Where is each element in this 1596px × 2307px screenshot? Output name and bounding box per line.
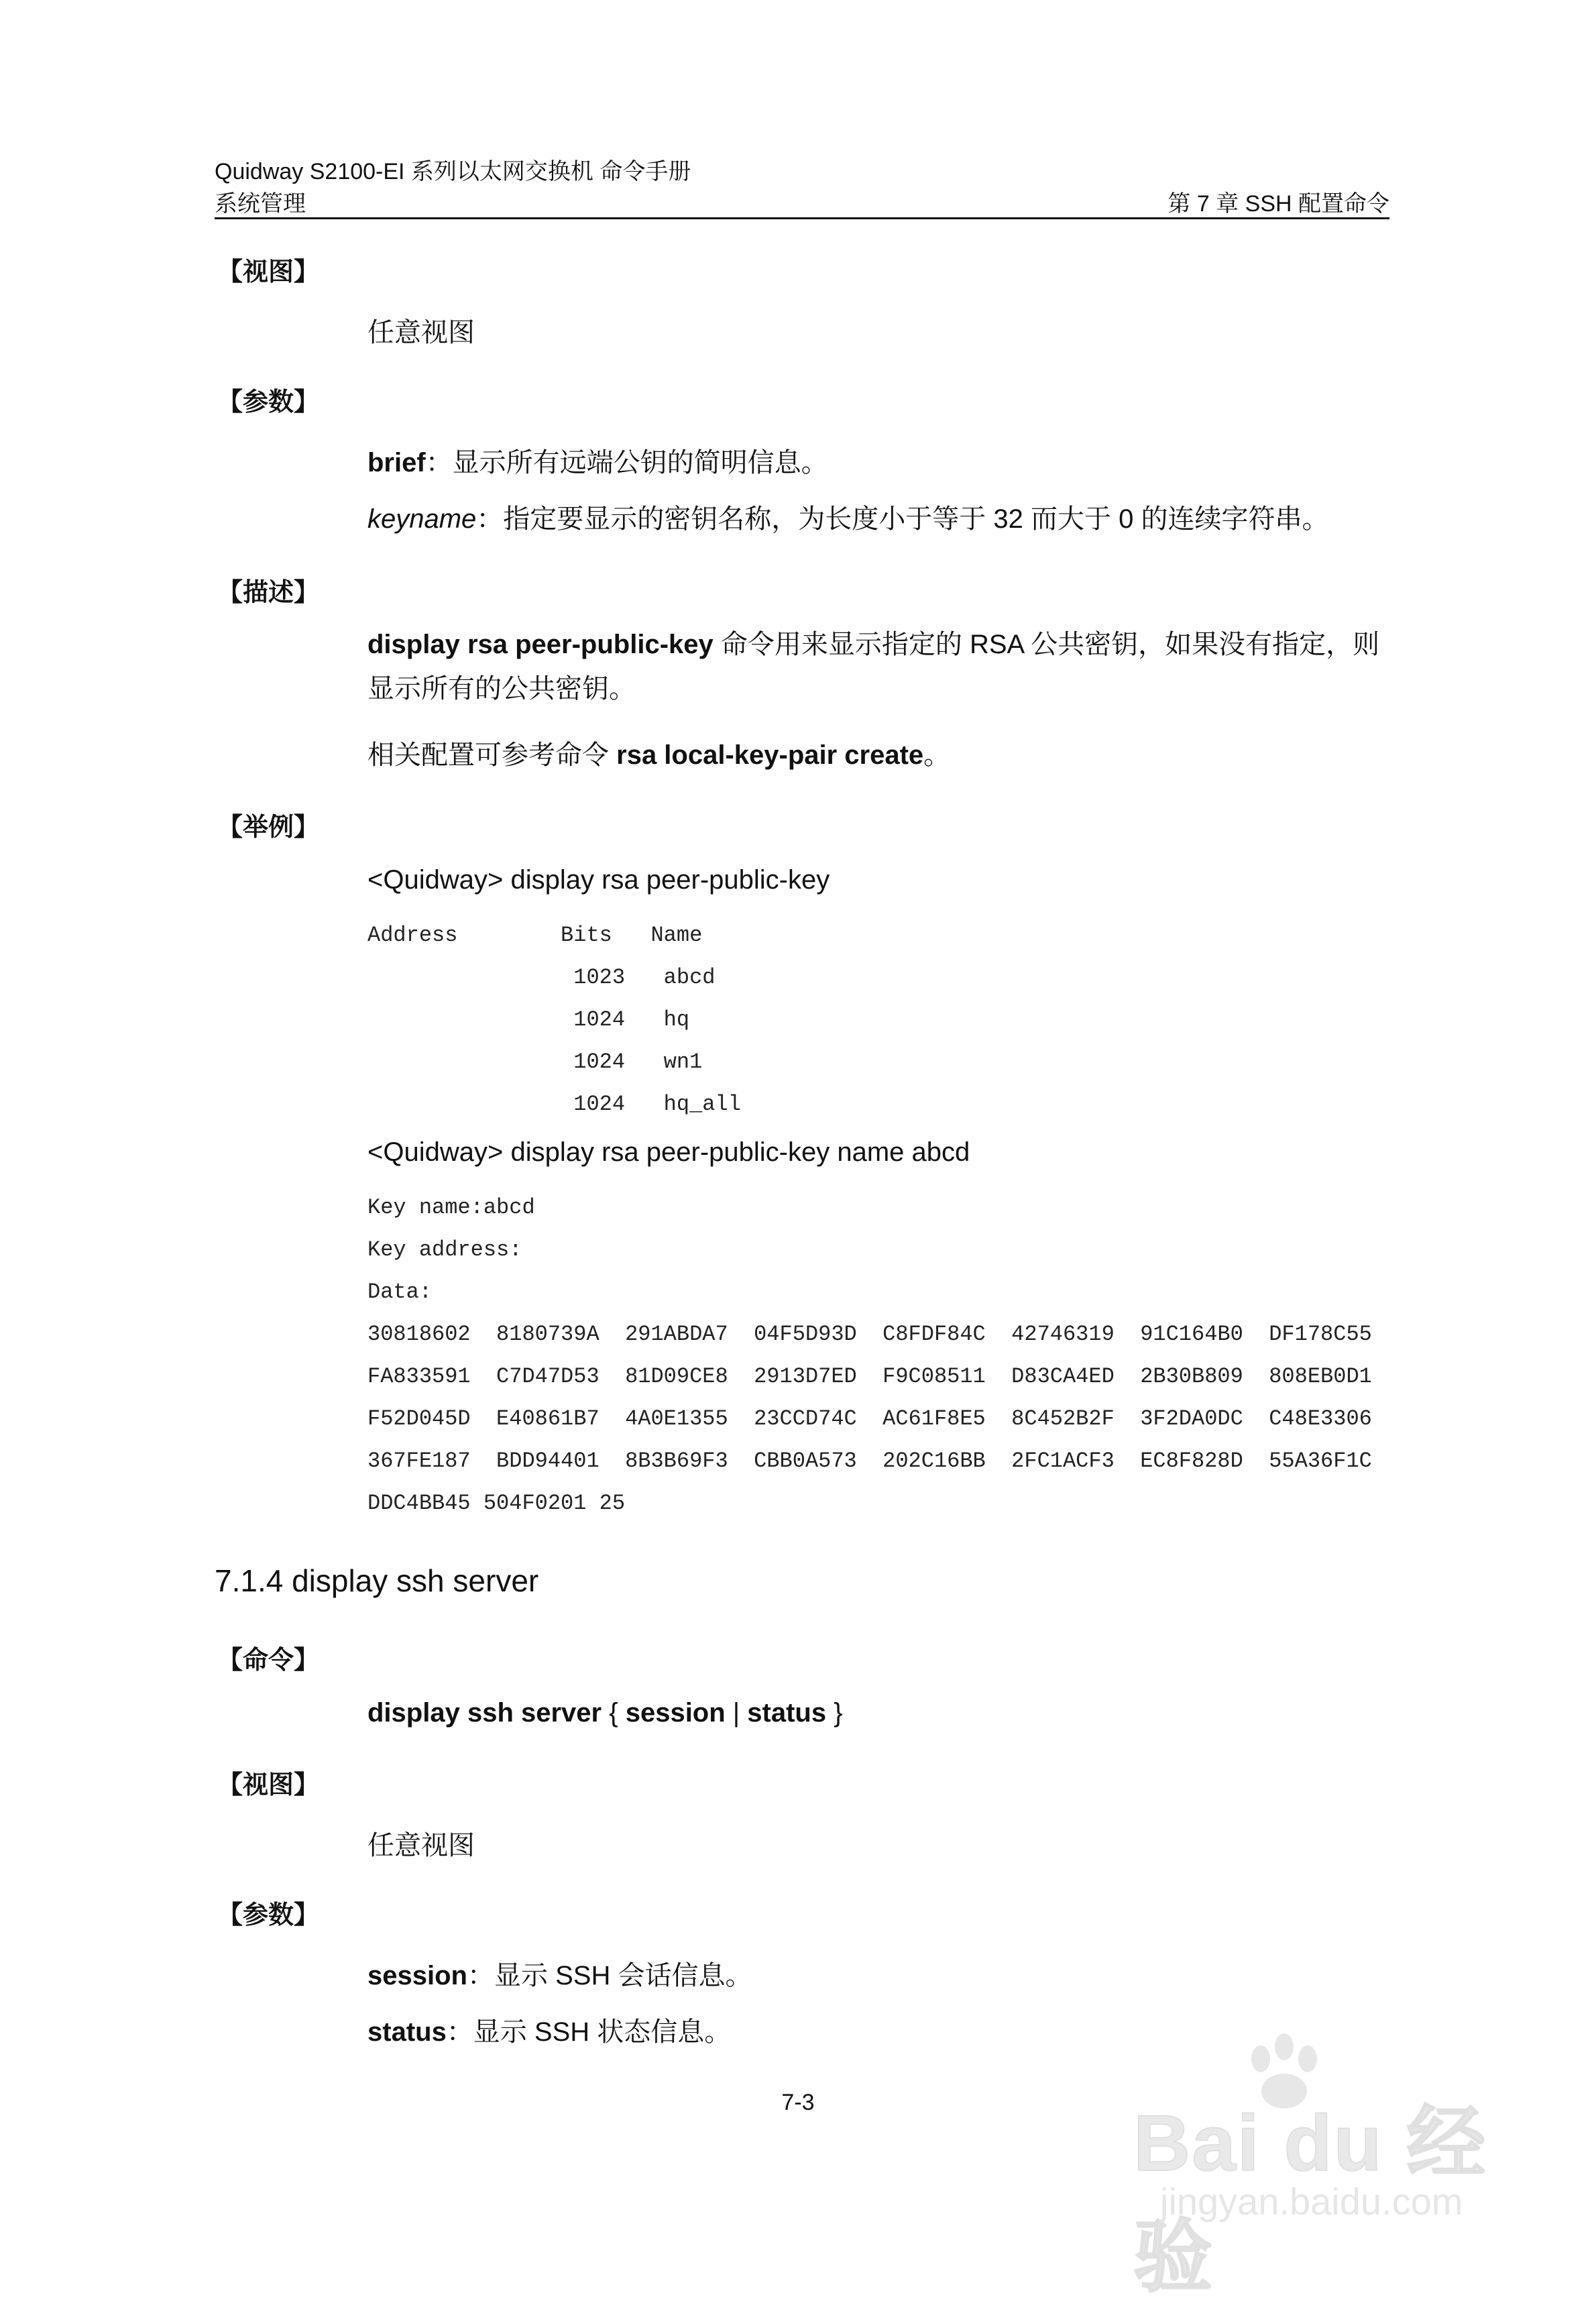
related-config: 相关配置可参考命令 rsa local-key-pair create。 [367,740,951,770]
view-label: 【视图】 [217,1771,320,1799]
output-line: Address Bits Name [367,923,703,948]
header-rule [215,217,1389,219]
params-label: 【参数】 [217,388,320,416]
output-line: F52D045D E40861B7 4A0E1355 23CCD74C AC61F8E5 8C452B2F 3F2DA0DC C48E3306 [367,1406,1372,1431]
param-keyname [367,498,1329,536]
view-text: 任意视图 [367,1831,475,1860]
param-brief [367,441,828,480]
example-command: <Quidway> display rsa peer-public-key [367,865,830,895]
watermark-brand: Bai du 经验 [1133,2099,1487,2302]
view-text: 任意视图 [367,318,475,347]
description-text: display rsa peer-public-key 命令用来显示指定的 RSA 公共密钥，如果没有指定，则显示所有的公共密钥。 [367,630,1380,704]
param-name: session [367,1961,467,1990]
param-desc: ：指定要显示的密钥名称，为长度小于等于 32 而大于 0 的连续字符串。 [476,504,1329,534]
param-name: status [367,2017,447,2047]
param-desc: ：显示 SSH 会话信息。 [467,1961,752,1990]
baidu-jingyan-watermark [1133,2032,1509,2302]
output-line: 1024 hq_all [367,1092,741,1117]
param-name: keyname [367,504,477,534]
output-line: Key name:abcd [367,1195,535,1220]
param-desc: ：显示所有远端公钥的简明信息。 [425,448,828,477]
param-desc: ：显示 SSH 状态信息。 [446,2017,732,2047]
param-name: brief [367,448,426,477]
related-command: rsa local-key-pair create [616,740,924,770]
page-number: 7-3 [781,2090,815,2115]
output-line: 1024 hq [367,1007,690,1032]
output-line: 1023 abcd [367,965,716,990]
example-command: <Quidway> display rsa peer-public-key name abcd [367,1137,970,1167]
description-label: 【描述】 [217,579,320,607]
output-line: FA833591 C7D47D53 81D09CE8 2913D7ED F9C08511 D83CA4ED 2B30B809 808EB0D1 [367,1364,1372,1389]
output-line: DDC4BB45 504F0201 25 [367,1491,626,1516]
section-heading: 7.1.4 display ssh server [215,1563,539,1598]
chapter-title: 第 7 章 SSH 配置命令 [1167,191,1389,217]
output-line: Data: [367,1280,433,1304]
example-label: 【举例】 [217,813,320,842]
description-command: display rsa peer-public-key [367,630,714,659]
param-session [367,1954,752,1992]
command-syntax: display ssh server { session | status } [367,1698,843,1728]
output-line: Key address: [367,1237,522,1262]
section-name: 系统管理 [215,191,306,217]
command-label: 【命令】 [217,1646,320,1675]
manual-title: Quidway S2100-EI 系列以太网交换机 命令手册 [215,159,691,184]
output-line: 30818602 8180739A 291ABDA7 04F5D93D C8FDF84C 42746319 91C164B0 DF178C55 [367,1322,1372,1347]
header-line [215,185,1389,218]
view-label: 【视图】 [217,258,320,286]
params-label: 【参数】 [217,1901,320,1929]
param-status [367,2011,731,2049]
watermark-url: jingyan.baidu.com [1160,2180,1463,2222]
output-line: 367FE187 BDD94401 8B3B69F3 CBB0A573 202C16BB 2FC1ACF3 EC8F828D 55A36F1C [367,1449,1372,1473]
output-line: 1024 wn1 [367,1050,703,1074]
